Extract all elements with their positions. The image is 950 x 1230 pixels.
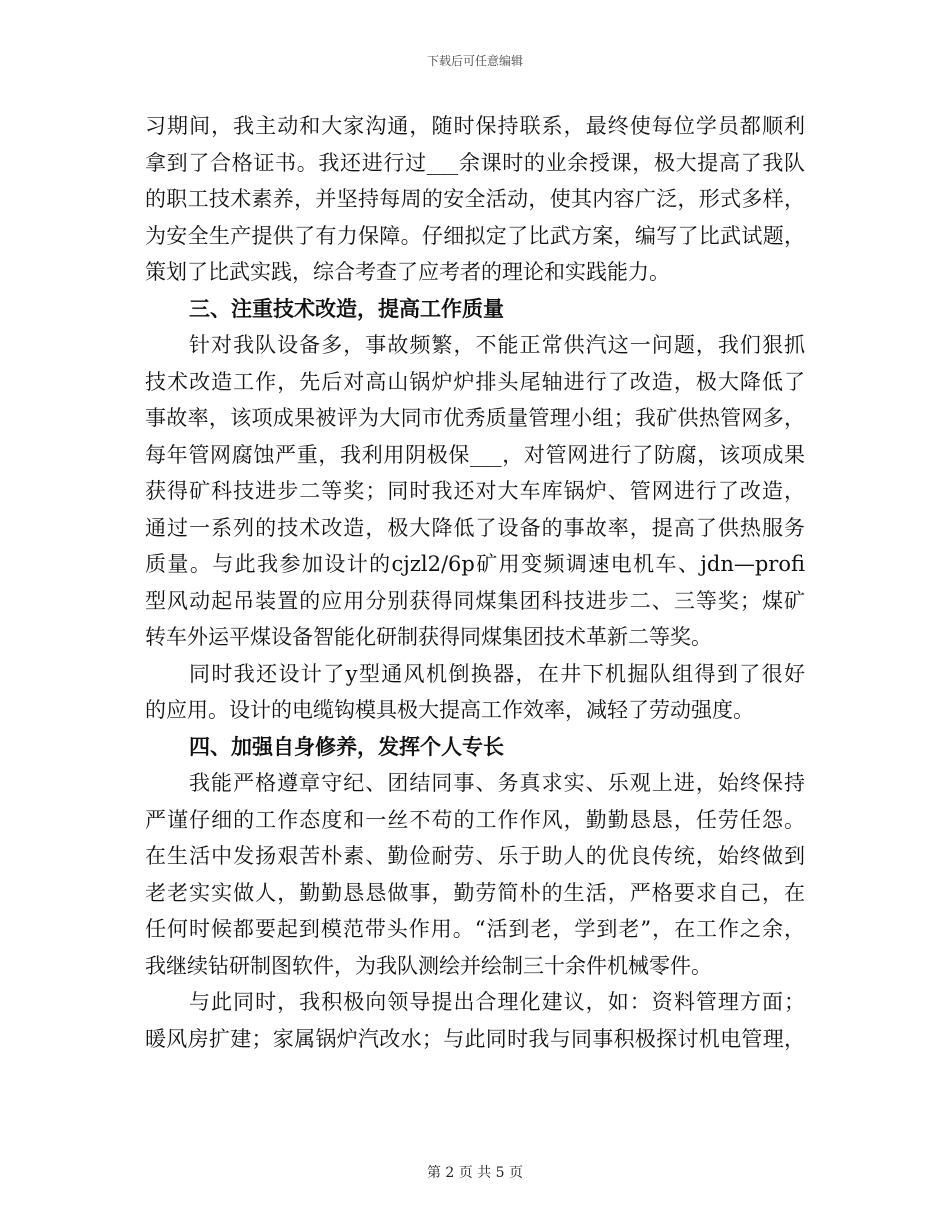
body-line: 型风动起吊装置的应用分别获得同煤集团科技进步二、三等奖；煤矿: [145, 588, 805, 613]
section-heading-4: 四、加强自身修养，发挥个人专长: [189, 733, 504, 759]
paragraph-start-line: 同时我还设计了y型通风机倒换器，在井下机掘队组得到了很好: [189, 661, 805, 686]
body-line: 严谨仔细的工作态度和一丝不苟的工作作风，勤勤恳恳，任劳任怨。: [145, 807, 805, 832]
body-line: 老老实实做人，勤勤恳恳做事，勤劳简朴的生活，严格要求自己，在: [145, 880, 805, 905]
body-line: 为安全生产提供了有力保障。仔细拟定了比武方案，编写了比武试题，: [145, 223, 805, 248]
paragraph-start-line: 针对我队设备多，事故频繁，不能正常供汽这一问题，我们狠抓: [189, 333, 805, 357]
body-line: 任何时候都要起到模范带头作用。“活到老，学到老”，在工作之余，: [145, 917, 805, 941]
body-line: 暖风房扩建；家属锅炉汽改水；与此同时我与同事积极探讨机电管理，: [145, 1026, 805, 1051]
body-line: 通过一系列的技术改造，极大降低了设备的事故率，提高了供热服务: [145, 515, 805, 540]
document-body: [145, 108, 805, 1057]
section-heading-3: 三、注重技术改造，提高工作质量: [189, 295, 504, 321]
body-line: 策划了比武实践，综合考查了应考者的理论和实践能力。: [145, 260, 670, 284]
body-line: 习期间，我主动和大家沟通，随时保持联系，最终使每位学员都顺利: [145, 114, 805, 138]
body-line: 的职工技术素养，并坚持每周的安全活动，使其内容广泛，形式多样，: [145, 187, 805, 211]
body-line: 转车外运平煤设备智能化研制获得同煤集团技术革新二等奖。: [145, 625, 712, 649]
body-line: 事故率，该项成果被评为大同市优秀质量管理小组；我矿供热管网多，: [145, 406, 805, 430]
body-line: 的应用。设计的电缆钩模具极大提高工作效率，减轻了劳动强度。: [145, 698, 754, 722]
page-number-footer: 第 2 页 共 5 页: [426, 1165, 524, 1181]
body-line: 我继续钻研制图软件，为我队测绘并绘制三十余件机械零件。: [145, 953, 712, 978]
paragraph-start-line: 我能严格遵章守纪、团结同事、务真求实、乐观上进，始终保持: [189, 771, 805, 795]
body-line: 在生活中发扬艰苦朴素、勤俭耐劳、乐于助人的优良传统，始终做到: [145, 844, 805, 868]
body-line: 拿到了合格证书。我还进行过___余课时的业余授课，极大提高了我队: [145, 150, 805, 175]
body-line: 技术改造工作，先后对高山锅炉炉排头尾轴进行了改造，极大降低了: [145, 369, 805, 394]
body-line: 每年管网腐蚀严重，我利用阴极保___，对管网进行了防腐，该项成果: [145, 442, 805, 467]
body-line: 质量。与此我参加设计的cjzl2/6p矿用变频调速电机车、jdn—profi: [145, 552, 805, 576]
body-line: 获得矿科技进步二等奖；同时我还对大车库锅炉、管网进行了改造，: [145, 479, 805, 503]
page-header-note: 下载后可任意编辑: [426, 54, 523, 68]
paragraph-start-line: 与此同时，我积极向领导提出合理化建议，如：资料管理方面；: [189, 990, 805, 1014]
